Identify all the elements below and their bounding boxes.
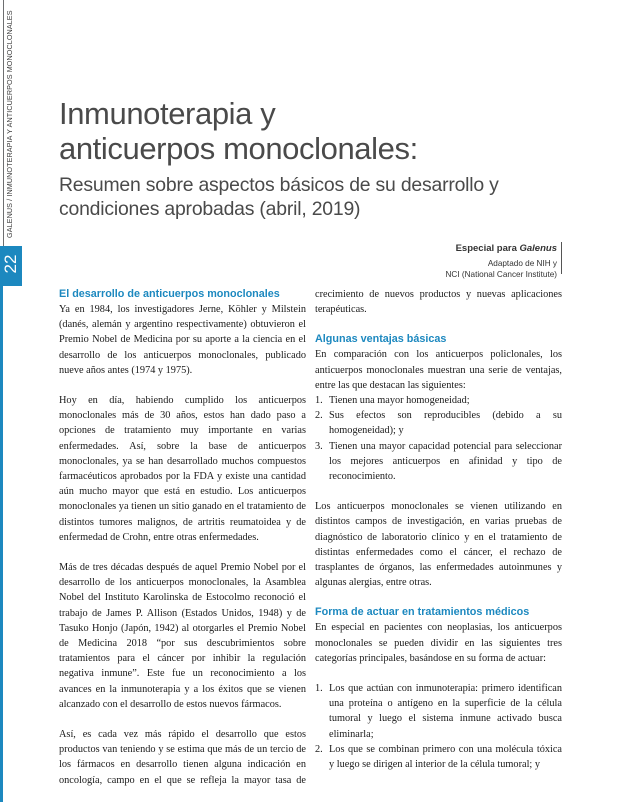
paragraph: Así, es cada vez más rápido el desarrollo que estos productos van teniendo y se estima que más de un tercio de los fármacos en desarrollo tienen alguna indicación en oncología, campo en el que se refleja la mayor tasa de bbox=[59, 729, 306, 786]
byline-source-line-1: Adaptado de NIH y bbox=[487, 259, 557, 268]
list-item: 2. Sus efectos son reproducibles (debido a su homogeneidad); y bbox=[315, 410, 562, 437]
list-item: 1. Tienen una mayor homogeneidad; bbox=[315, 395, 470, 407]
title-line-1: Inmunoterapia y bbox=[59, 96, 276, 131]
mechanism-list bbox=[315, 681, 562, 772]
running-head: GALENUS / INMUNOTERAPIA Y ANTICUERPOS MONOCLONALES bbox=[5, 10, 14, 238]
list-item: 3. Tienen una mayor capacidad potencial para seleccionar los mejores anticuerpos en afinidad y tipo de reconocimiento. bbox=[315, 440, 562, 483]
article-subtitle: Resumen sobre aspectos básicos de su desarrollo y condiciones aprobadas (abril, 2019) bbox=[59, 174, 499, 220]
paragraph: Más de tres décadas después de aquel Premio Nobel por el desarrollo de los anticuerpos monoclonales, la Asamblea Nobel del Instituto Karolinska de Estocolmo reconoció el trabajo de James P. Allison (Estados Unidos, 1948) y de Tasuko Honjo (Japón, 1942) al otorgarles el Premio Nobel de Medicina 2018 “por sus descubrimientos sobre tratamientos para el cáncer por inhibir la regulación negativa inmune”. Este fue un reconocimiento a los avances en la inmunoterapia y a los éxitos que se vienen alcanzado con el desarrollo de estos nuevos fármacos. bbox=[59, 562, 306, 710]
accent-rule bbox=[0, 286, 3, 802]
paragraph-continuation: crecimiento de nuevos productos y nuevas aplicaciones terapéuticas. bbox=[315, 289, 562, 316]
byline bbox=[297, 242, 557, 280]
list-item: 2. Los que se combinan primero con una molécula tóxica y luego se dirigen al interior de la célula tumoral; y bbox=[315, 743, 562, 771]
byline-credit bbox=[297, 242, 557, 256]
article-title bbox=[59, 96, 579, 166]
advantages-list bbox=[315, 393, 562, 484]
section-heading-mechanism: Forma de actuar en tratamientos médicos bbox=[315, 606, 530, 619]
side-band bbox=[0, 0, 26, 802]
column-left bbox=[59, 287, 306, 803]
title-line-2: anticuerpos monoclonales: bbox=[59, 131, 418, 166]
byline-source-line-2: NCI (National Cancer Institute) bbox=[445, 270, 557, 279]
byline-prefix: Especial para bbox=[455, 243, 520, 254]
page-number: 22 bbox=[1, 254, 20, 274]
paragraph: Hoy en día, habiendo cumplido los anticuerpos monoclonales más de 30 años, estos han dado paso a opciones de tratamiento muy importante en varias enfermedades. Así, sobre la base de anticuerpos monoclonales, ya se han desarrollado muchos compuestos farmacéuticos aprobados por la FDA y existe una cantidad aún mucho mayor que está en estudio. Los anticuerpos monoclonales ya tienen un sitio ganado en el tratamiento de distintos tumores malignos, de artritis reumatoidea y de enfermedad de Crohn, entre otras enfermedades. bbox=[59, 395, 306, 543]
paragraph: En especial en pacientes con neoplasias, los anticuerpos monoclonales se pueden dividir en las siguientes tres categorías principales, basándose en su forma de actuar: bbox=[315, 622, 562, 664]
byline-publication: Galenus bbox=[519, 243, 557, 254]
paragraph: Ya en 1984, los investigadores Jerne, Köhler y Milstein (danés, alemán y argentino respectivamente) obtuvieron el Premio Nobel de Medicina por su aporte a la ciencia en el desarrollo de los anticuerpos monoclonales, publicado nueve años antes (1974 y 1975). bbox=[59, 304, 306, 376]
section-heading-development: El desarrollo de anticuerpos monoclonales bbox=[59, 288, 280, 300]
paragraph: En comparación con los anticuerpos policlonales, los anticuerpos monoclonales muestran una serie de ventajas, entre las que destacan las siguientes: bbox=[315, 349, 562, 391]
byline-source bbox=[297, 258, 557, 280]
column-right bbox=[315, 287, 562, 772]
paragraph: Los anticuerpos monoclonales se vienen utilizando en distintos campos de investigación, en varias pruebas de diagnóstico de laboratorio clínico y en el tratamiento de distintas enfermedades como el cáncer, el rechazo de trasplantes de órganos, las enfermedades autoinmunes y algunas alergias, entre otras. bbox=[315, 501, 562, 589]
section-heading-advantages: Algunas ventajas básicas bbox=[315, 333, 447, 346]
list-item: 1. Los que actúan con inmunoterapia: primero identifican una proteína o antígeno en la superficie de la célula tumoral y luego el sistema inmune activado busca eliminarla; bbox=[315, 683, 562, 740]
byline-divider bbox=[561, 242, 562, 274]
